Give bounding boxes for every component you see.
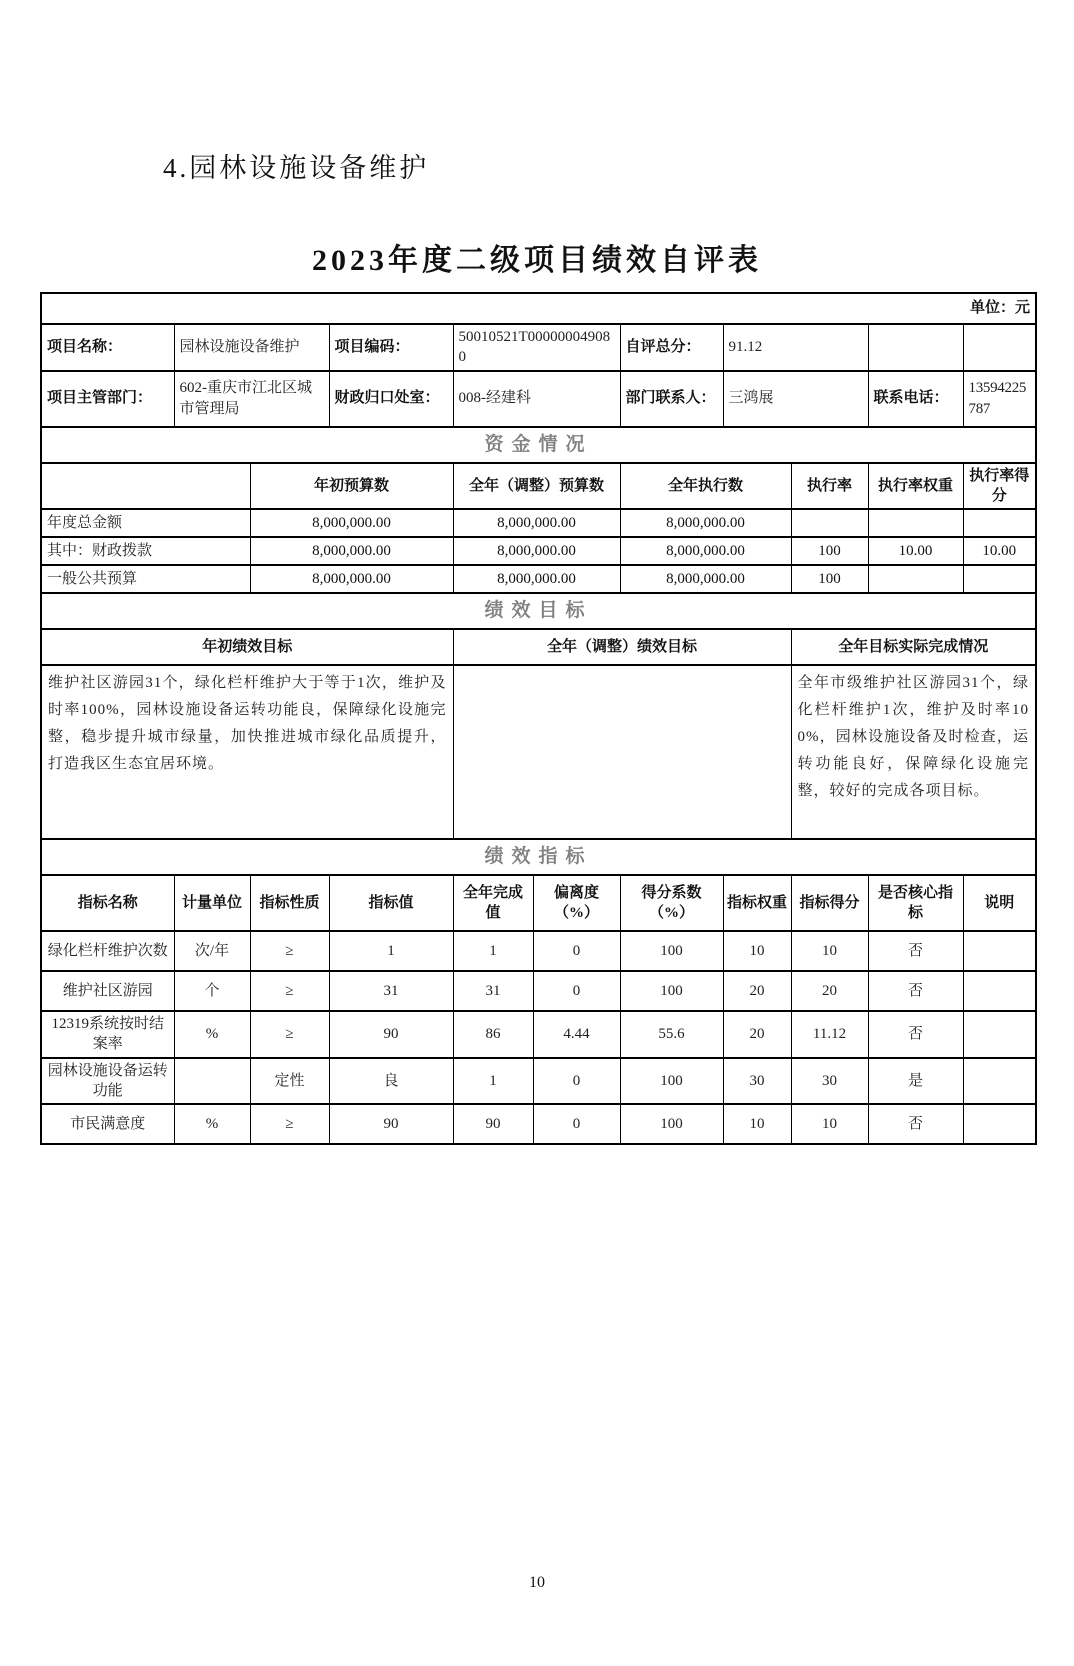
funding-cell: 10.00 <box>963 537 1036 565</box>
project-name-value: 园林设施设备维护 <box>174 324 329 371</box>
indicator-name: 市民满意度 <box>41 1104 174 1144</box>
indicator-cell: 100 <box>620 1058 723 1105</box>
indicator-cell: 20 <box>723 971 791 1011</box>
project-code-value: 50010521T000000049080 <box>453 324 620 371</box>
indicator-cell: 100 <box>620 971 723 1011</box>
funding-col-exec-rate-score: 执行率得分 <box>963 463 1036 510</box>
funding-cell: 8,000,000.00 <box>453 565 620 593</box>
indicator-name: 园林设施设备运转功能 <box>41 1058 174 1105</box>
project-code-label: 项目编码： <box>329 324 453 371</box>
goals-content-row <box>41 665 1036 839</box>
ind-col-remark: 说明 <box>963 875 1036 931</box>
indicator-cell: 100 <box>620 1104 723 1144</box>
funding-row-total <box>41 509 1036 537</box>
indicator-cell: % <box>174 1104 250 1144</box>
project-name-label: 项目名称： <box>41 324 174 371</box>
indicators-section-title: 绩效指标 <box>41 839 1036 875</box>
indicator-cell: 31 <box>453 971 533 1011</box>
funding-row-fiscal <box>41 537 1036 565</box>
goals-col-initial: 年初绩效目标 <box>41 629 453 665</box>
funding-col-executed: 全年执行数 <box>620 463 791 510</box>
indicator-cell <box>963 971 1036 1011</box>
empty-cell <box>868 324 963 371</box>
indicator-cell: 1 <box>453 931 533 971</box>
project-info-row-2 <box>41 371 1036 427</box>
indicator-cell: 0 <box>533 1104 620 1144</box>
indicator-cell: 次/年 <box>174 931 250 971</box>
indicator-cell: ≥ <box>250 931 329 971</box>
funding-section-title: 资金情况 <box>41 427 1036 463</box>
indicator-cell: 良 <box>329 1058 453 1105</box>
indicators-header-row <box>41 875 1036 931</box>
indicator-cell: 1 <box>453 1058 533 1105</box>
ind-col-core: 是否核心指标 <box>868 875 963 931</box>
goals-adjusted-text <box>453 665 791 839</box>
funding-cell <box>963 565 1036 593</box>
self-score-label: 自评总分： <box>620 324 723 371</box>
indicator-cell: ≥ <box>250 1011 329 1058</box>
funding-cell <box>791 509 868 537</box>
indicator-cell: 100 <box>620 931 723 971</box>
table-title: 2023年度二级项目绩效自评表 <box>312 244 762 277</box>
self-score-value: 91.12 <box>723 324 868 371</box>
unit-note-row <box>41 293 1036 324</box>
indicator-cell: 0 <box>533 931 620 971</box>
indicator-cell: 1 <box>329 931 453 971</box>
indicator-cell <box>963 1104 1036 1144</box>
ind-col-completed: 全年完成值 <box>453 875 533 931</box>
indicators-section-header <box>41 839 1036 875</box>
funding-cell <box>868 509 963 537</box>
goals-header-row <box>41 629 1036 665</box>
indicator-row <box>41 1058 1036 1105</box>
funding-cell: 10.00 <box>868 537 963 565</box>
funding-cell: 8,000,000.00 <box>250 565 453 593</box>
indicator-cell: 11.12 <box>791 1011 868 1058</box>
funding-cell: 8,000,000.00 <box>453 537 620 565</box>
funding-cell: 8,000,000.00 <box>453 509 620 537</box>
indicator-cell: 10 <box>791 931 868 971</box>
indicator-cell: 90 <box>329 1011 453 1058</box>
goals-actual-text: 全年市级维护社区游园31个，绿化栏杆维护1次，维护及时率100%，园林设施设备及时检查，运转功能良好，保障绿化设施完整，较好的完成各项目标。 <box>791 665 1036 839</box>
empty-cell <box>963 324 1036 371</box>
indicator-cell: 30 <box>723 1058 791 1105</box>
funding-col-exec-rate-weight: 执行率权重 <box>868 463 963 510</box>
ind-col-nature: 指标性质 <box>250 875 329 931</box>
funding-row-label: 其中：财政拨款 <box>41 537 250 565</box>
finance-office-value: 008-经建科 <box>453 371 620 427</box>
indicator-cell: 否 <box>868 971 963 1011</box>
funding-cell: 8,000,000.00 <box>250 509 453 537</box>
indicator-cell: 否 <box>868 1011 963 1058</box>
indicator-cell: 4.44 <box>533 1011 620 1058</box>
funding-cell <box>963 509 1036 537</box>
indicator-cell <box>963 931 1036 971</box>
goals-section-header <box>41 593 1036 629</box>
funding-col-initial-budget: 年初预算数 <box>250 463 453 510</box>
empty-cell <box>41 463 250 510</box>
phone-value: 13594225787 <box>963 371 1036 427</box>
indicator-cell: 否 <box>868 931 963 971</box>
indicator-cell: 55.6 <box>620 1011 723 1058</box>
funding-col-adjusted-budget: 全年（调整）预算数 <box>453 463 620 510</box>
contact-label: 部门联系人： <box>620 371 723 427</box>
funding-cell: 8,000,000.00 <box>620 565 791 593</box>
goals-col-actual: 全年目标实际完成情况 <box>791 629 1036 665</box>
funding-row-label: 一般公共预算 <box>41 565 250 593</box>
goals-section-title: 绩效目标 <box>41 593 1036 629</box>
ind-col-score-coef: 得分系数（%） <box>620 875 723 931</box>
indicator-cell <box>963 1058 1036 1105</box>
indicator-cell: 86 <box>453 1011 533 1058</box>
goals-col-adjusted: 全年（调整）绩效目标 <box>453 629 791 665</box>
indicator-cell: % <box>174 1011 250 1058</box>
unit-note: 单位：元 <box>41 293 1036 324</box>
goals-initial-text: 维护社区游园31个，绿化栏杆维护大于等于1次，维护及时率100%，园林设施设备运转功能良，保障绿化设施完整，稳步提升城市绿量，加快推进城市绿化品质提升，打造我区生态宜居环境。 <box>41 665 453 839</box>
funding-cell: 8,000,000.00 <box>250 537 453 565</box>
finance-office-label: 财政归口处室： <box>329 371 453 427</box>
indicator-cell: 0 <box>533 1058 620 1105</box>
indicator-row <box>41 971 1036 1011</box>
indicator-cell: 定性 <box>250 1058 329 1105</box>
indicator-cell <box>174 1058 250 1105</box>
indicator-cell: 90 <box>329 1104 453 1144</box>
indicator-cell: ≥ <box>250 1104 329 1144</box>
ind-col-name: 指标名称 <box>41 875 174 931</box>
funding-cell: 100 <box>791 565 868 593</box>
page-heading: 4.园林设施设备维护 <box>163 153 430 183</box>
performance-evaluation-table <box>40 292 1037 1145</box>
project-info-row-1 <box>41 324 1036 371</box>
ind-col-unit: 计量单位 <box>174 875 250 931</box>
funding-col-exec-rate: 执行率 <box>791 463 868 510</box>
indicator-cell: 30 <box>791 1058 868 1105</box>
indicator-row <box>41 931 1036 971</box>
indicator-cell: 20 <box>723 1011 791 1058</box>
indicator-cell: 10 <box>723 931 791 971</box>
page-number: 10 <box>529 1574 545 1591</box>
indicator-cell: 10 <box>791 1104 868 1144</box>
dept-value: 602-重庆市江北区城市管理局 <box>174 371 329 427</box>
indicator-cell: 20 <box>791 971 868 1011</box>
indicator-cell: ≥ <box>250 971 329 1011</box>
indicator-name: 绿化栏杆维护次数 <box>41 931 174 971</box>
funding-cell <box>868 565 963 593</box>
indicator-cell: 个 <box>174 971 250 1011</box>
dept-label: 项目主管部门： <box>41 371 174 427</box>
indicator-cell: 0 <box>533 971 620 1011</box>
funding-header-row <box>41 463 1036 510</box>
funding-row-label: 年度总金额 <box>41 509 250 537</box>
indicator-cell <box>963 1011 1036 1058</box>
funding-cell: 8,000,000.00 <box>620 537 791 565</box>
indicator-name: 维护社区游园 <box>41 971 174 1011</box>
indicator-row <box>41 1011 1036 1058</box>
indicator-name: 12319系统按时结案率 <box>41 1011 174 1058</box>
funding-section-header <box>41 427 1036 463</box>
indicator-cell: 否 <box>868 1104 963 1144</box>
indicator-row <box>41 1104 1036 1144</box>
ind-col-score: 指标得分 <box>791 875 868 931</box>
ind-col-deviation: 偏离度（%） <box>533 875 620 931</box>
ind-col-target: 指标值 <box>329 875 453 931</box>
indicator-cell: 10 <box>723 1104 791 1144</box>
contact-value: 三鸿展 <box>723 371 868 427</box>
funding-cell: 8,000,000.00 <box>620 509 791 537</box>
indicator-cell: 31 <box>329 971 453 1011</box>
funding-row-public-budget <box>41 565 1036 593</box>
ind-col-weight: 指标权重 <box>723 875 791 931</box>
phone-label: 联系电话： <box>868 371 963 427</box>
funding-cell: 100 <box>791 537 868 565</box>
indicator-cell: 是 <box>868 1058 963 1105</box>
indicator-cell: 90 <box>453 1104 533 1144</box>
